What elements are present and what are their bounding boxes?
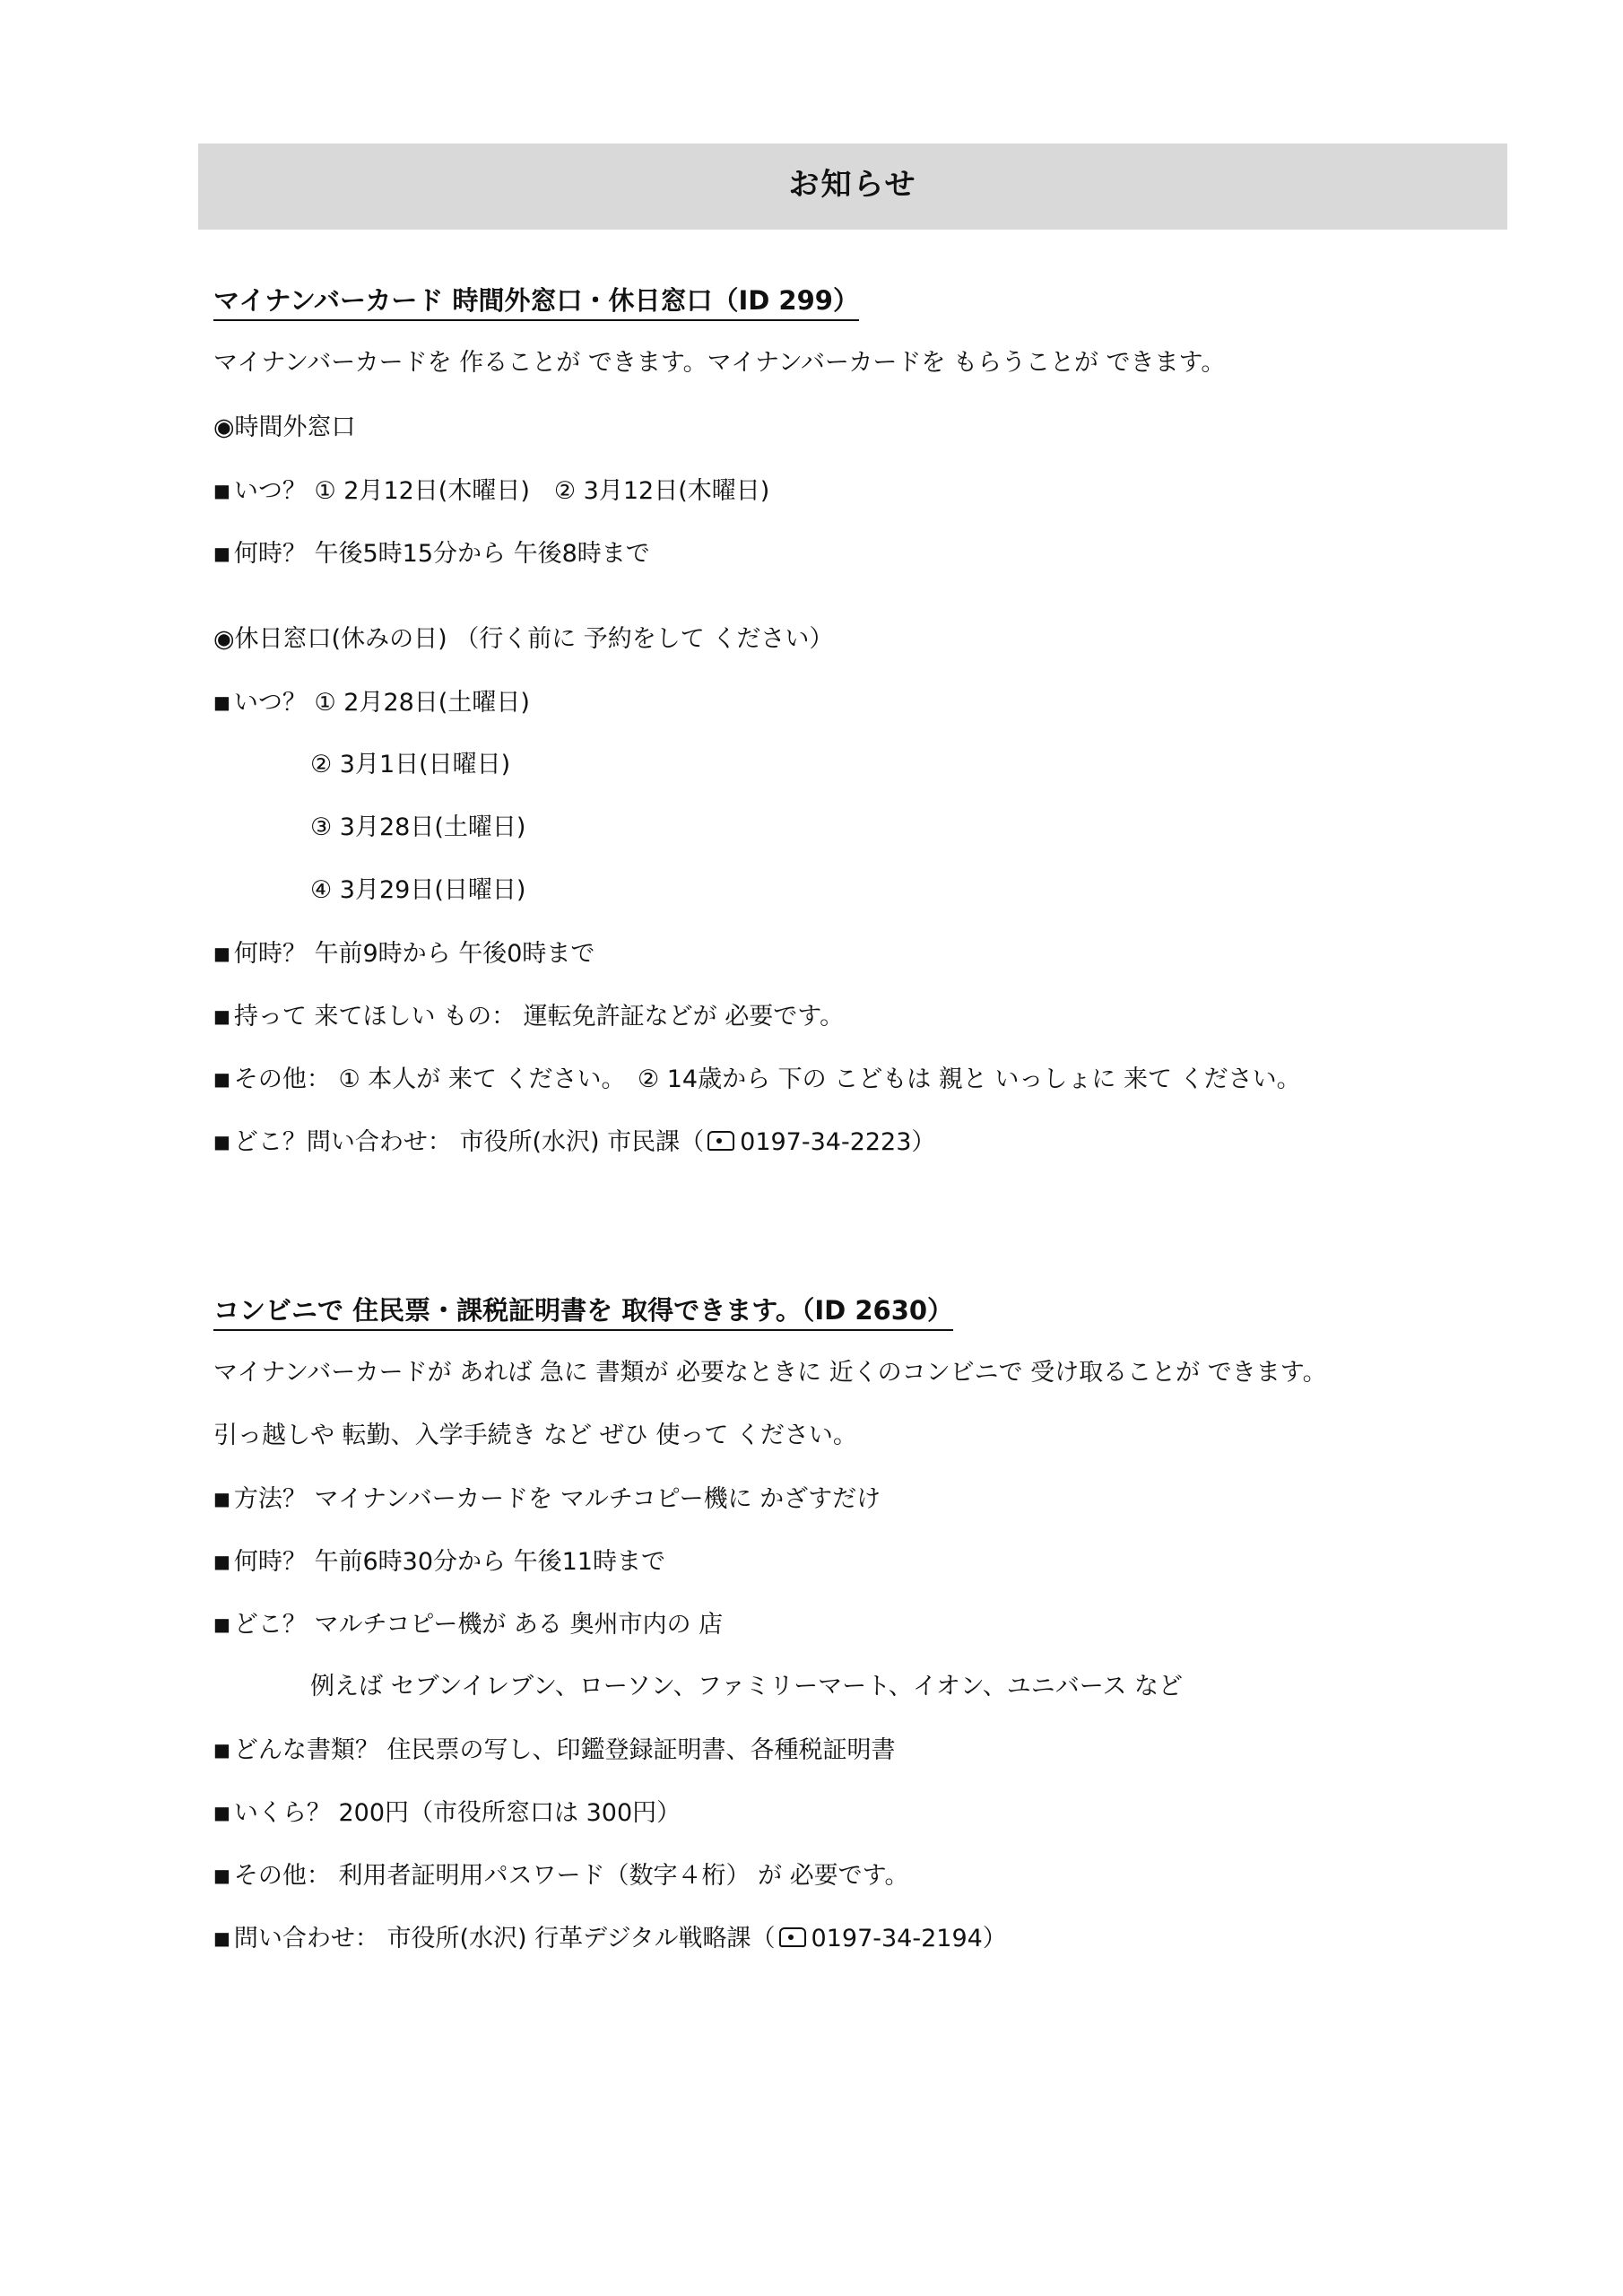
bullet-square-icon: ■ [213,1927,230,1949]
convenience-time-row [213,1546,665,1578]
notice-banner [198,144,1507,230]
bullet-square-icon: ■ [213,1068,230,1090]
section2-title-row [213,1295,953,1326]
section1-intro: マイナンバーカードを 作ることが できます。マイナンバーカードを もらうことが できます。 [213,349,1226,377]
section2-other-row [213,1860,909,1892]
after-hours-time-row [213,538,650,570]
other-row [213,1064,1301,1095]
after-hours-when: いつ？ ① 2月12日(木曜日) ② 3月12日(木曜日) [233,477,770,505]
holiday-when-4: ④ 3月29日(日曜日) [310,876,526,904]
bullet-square-icon: ■ [213,1005,230,1027]
bullet-square-icon: ■ [213,1802,230,1823]
section2-other: その他： 利用者証明用パスワード（数字４桁） が 必要です。 [233,1862,909,1890]
holiday-heading: ◉休日窓口(休みの日) （行く前に 予約をして ください） [213,625,834,653]
section2-title: コンビニで 住民票・課税証明書を 取得できます。（ID 2630） [213,1295,953,1331]
bullet-square-icon: ■ [213,1551,230,1572]
bullet-square-icon: ■ [213,1865,230,1886]
after-hours-time: 何時？ 午後5時15分から 午後8時まで [233,540,650,568]
bring-items: 持って 来てほしい もの： 運転免許証などが 必要です。 [233,1003,845,1031]
where-row [213,1609,723,1640]
bullet-square-icon: ■ [213,480,230,501]
holiday-time-row [213,938,595,970]
section1-title-row [213,285,859,316]
other-notes: その他： ① 本人が 来て ください。 ② 14歳から 下の こどもは 親と いっしょに 来て ください。 [233,1065,1301,1093]
holiday-when-1: いつ？ ① 2月28日(土曜日) [233,689,530,717]
bullet-square-icon: ■ [213,1131,230,1152]
holiday-time: 何時？ 午前9時から 午後0時まで [233,940,595,968]
phone-icon [779,1927,806,1947]
method: 方法？ マイナンバーカードを マルチコピー機に かざすだけ [233,1485,881,1513]
docs-row [213,1735,896,1766]
bullet-square-icon: ■ [213,1488,230,1509]
contact-row [213,1126,935,1158]
banner-title: お知らせ [788,167,917,203]
bullet-square-icon: ■ [213,943,230,964]
contact-tel: 0197-34-2223） [740,1128,936,1156]
store-examples: 例えば セブンイレブン、ローソン、ファミリーマート、イオン、ユニバース など [310,1673,1183,1700]
phone-icon [707,1131,734,1151]
price: いくら？ 200円（市役所窓口は 300円） [233,1799,681,1827]
after-hours-when-row [213,475,769,507]
bullet-square-icon: ■ [213,1739,230,1761]
after-hours-heading: ◉時間外窓口 [213,413,356,441]
where: どこ？ マルチコピー機が ある 奥州市内の 店 [233,1611,724,1639]
holiday-when-3: ③ 3月28日(土曜日) [310,813,526,841]
price-row [213,1797,681,1829]
convenience-time: 何時？ 午前6時30分から 午後11時まで [233,1548,665,1576]
holiday-when-row [213,687,530,718]
section2-intro-2: 引っ越しや 転勤、入学手続き など ぜひ 使って ください。 [213,1422,857,1449]
bullet-square-icon: ■ [213,1613,230,1635]
contact-label: どこ？問い合わせ： 市役所(水沢) 市民課（ [233,1128,705,1156]
section2-contact-tel: 0197-34-2194） [811,1925,1007,1952]
section2-contact-label: 問い合わせ： 市役所(水沢) 行革デジタル戦略課（ [233,1925,776,1952]
holiday-when-2: ② 3月1日(日曜日) [310,751,511,778]
section2-contact-row [213,1923,1007,1954]
section1-title: マイナンバーカード 時間外窓口・休日窓口（ID 299） [213,285,859,321]
method-row [213,1483,881,1515]
bullet-square-icon: ■ [213,543,230,564]
bullet-square-icon: ■ [213,691,230,713]
document-types: どんな書類？ 住民票の写し、印鑑登録証明書、各種税証明書 [233,1736,896,1764]
section2-intro-1: マイナンバーカードが あれば 急に 書類が 必要なときに 近くのコンビニで 受け取ることが できます。 [213,1359,1327,1387]
bring-row [213,1001,844,1032]
